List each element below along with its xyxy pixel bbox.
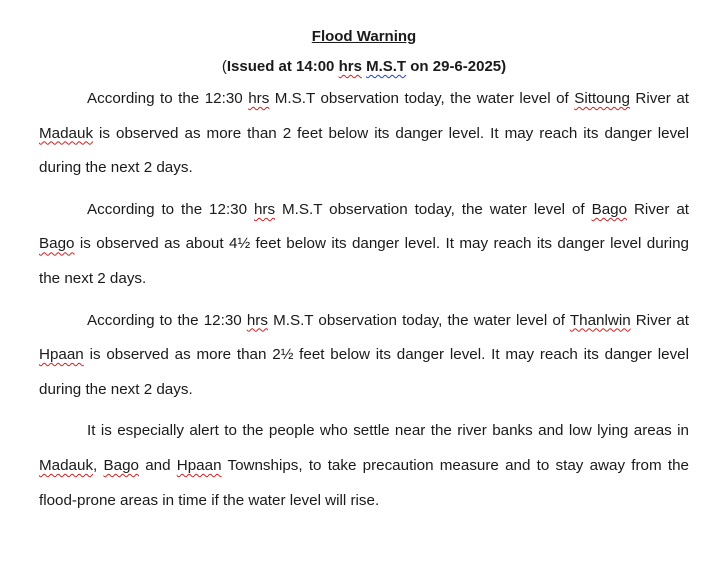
text-run: It is especially alert to the people who settle near the river banks and low lying areas in — [87, 422, 689, 440]
text-run: River at — [630, 311, 690, 329]
spell-flag-word: Sittoung — [574, 90, 630, 107]
text-run: According to the 12:30 — [87, 311, 247, 329]
spell-flag-word: hrs — [253, 200, 276, 218]
text-run: Townships, to take precaution measure and to stay away from the flood-prone areas in time if the water level will rise. — [39, 456, 689, 509]
text-run: According to the 12:30 — [87, 200, 254, 218]
subtitle-hrs: hrs — [338, 58, 362, 75]
subtitle-mst: M.S.T — [366, 58, 407, 75]
spell-flag-word: Bago — [39, 235, 75, 253]
document-page — [39, 24, 689, 525]
title-text: Flood Warning — [311, 28, 417, 45]
spell-flag-word: Madauk — [39, 456, 94, 474]
text-run: M.S.T observation today, the water level of — [275, 200, 592, 218]
document-title — [39, 24, 689, 50]
text-run: M.S.T observation today, the water level of — [269, 90, 575, 107]
paragraph-thanlwin — [39, 304, 689, 408]
spell-flag-word: Madauk — [39, 124, 94, 142]
text-run: is observed as about 4½ feet below its danger level. It may reach its danger level during the next 2 days. — [39, 235, 689, 287]
spell-flag-word: Bago — [591, 200, 628, 218]
spell-flag-word: Bago — [103, 456, 139, 474]
text-run: is observed as more than 2½ feet below its danger level. It may reach its danger level during the next 2 days. — [39, 346, 689, 398]
subtitle-post: on 29-6-2025) — [406, 58, 507, 75]
paragraph-bago — [39, 193, 689, 297]
spell-flag-word: Thanlwin — [569, 311, 631, 329]
text-run: River at — [627, 200, 689, 218]
spell-flag-word: hrs — [246, 311, 268, 329]
document-subtitle — [39, 54, 689, 82]
text-run: According to the 12:30 — [87, 90, 249, 107]
text-run: M.S.T observation today, the water level of — [267, 311, 570, 329]
subtitle-open: ( — [221, 58, 227, 75]
spell-flag-word: hrs — [248, 90, 270, 107]
spell-flag-word: Hpaan — [39, 346, 84, 364]
text-run: , — [93, 456, 104, 474]
paragraph-alert — [39, 414, 689, 518]
text-run: River at — [629, 90, 689, 107]
text-run: is observed as more than 2 feet below its danger level. It may reach its danger level during the next 2 days. — [39, 124, 689, 177]
subtitle-pre: Issued at 14:00 — [226, 58, 339, 75]
text-run: and — [138, 456, 177, 474]
spell-flag-word: Hpaan — [176, 456, 222, 474]
paragraph-sittoung — [39, 82, 689, 186]
